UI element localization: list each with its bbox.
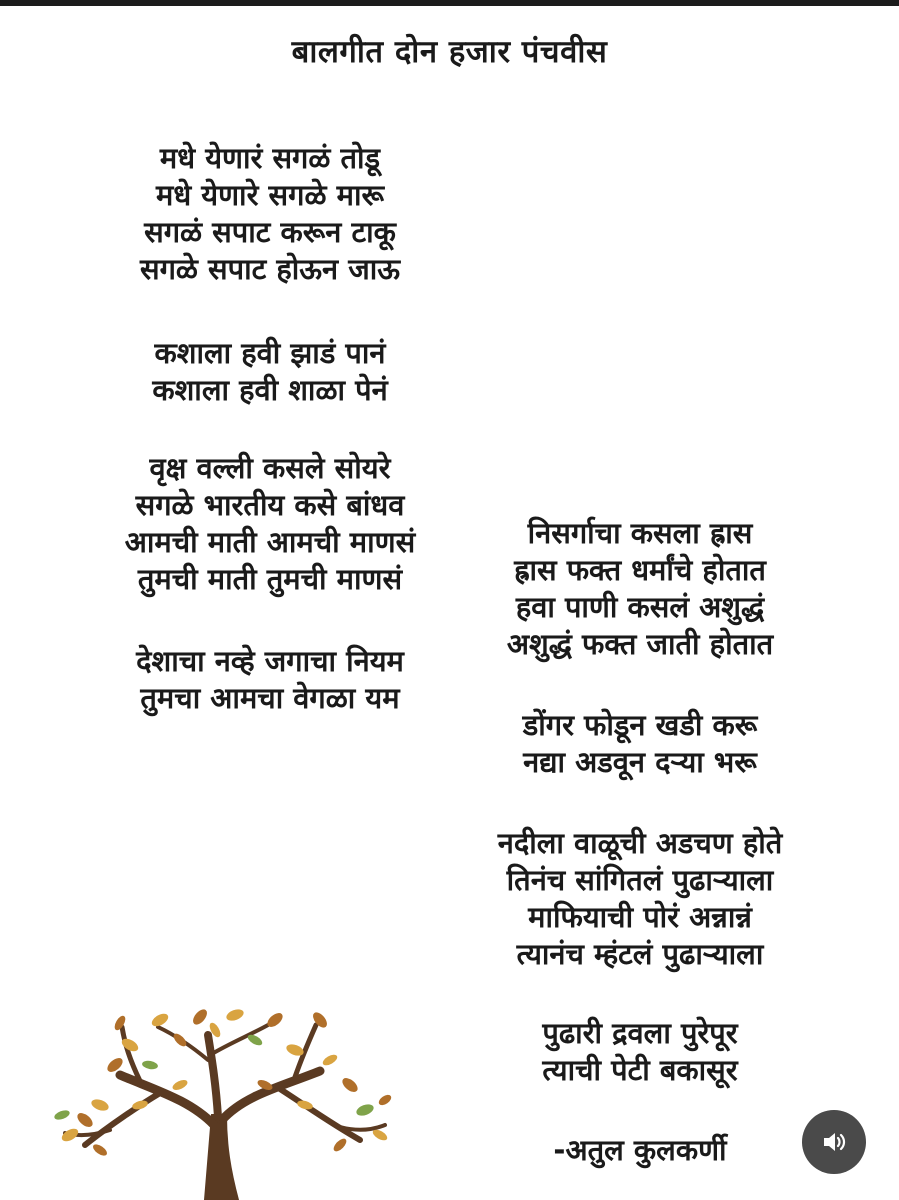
poem-author: -अतुल कुलकर्णी bbox=[553, 1133, 727, 1167]
poem-line: कशाला हवी शाळा पेनं bbox=[152, 373, 388, 407]
poem-line: त्यानंच म्हंटलं पुढाऱ्याला bbox=[516, 937, 764, 971]
poem-line: मधे येणारं सगळं तोडू bbox=[159, 141, 381, 175]
stanza-right-3 bbox=[440, 825, 840, 973]
stanza-left-2 bbox=[70, 335, 470, 409]
stanza-left-1 bbox=[70, 140, 470, 288]
poem-line: कशाला हवी झाडं पानं bbox=[154, 336, 386, 370]
poem-line: निसर्गाचा कसला ह्रास bbox=[527, 516, 753, 550]
stanza-left-4 bbox=[70, 643, 470, 717]
poem-line: मधे येणारे सगळे मारू bbox=[156, 178, 384, 212]
poem-line: पुढारी द्रवला पुरेपूर bbox=[542, 1016, 738, 1050]
poem-line: वृक्ष वल्ली कसले सोयरे bbox=[149, 451, 391, 485]
poem-line: हवा पाणी कसलं अशुद्धं bbox=[515, 590, 765, 624]
poem-line: डोंगर फोडून खडी करू bbox=[522, 708, 758, 742]
poem-line: देशाचा नव्हे जगाचा नियम bbox=[136, 644, 404, 678]
stanza-right-1 bbox=[440, 515, 840, 663]
tree-icon bbox=[40, 1005, 400, 1200]
poem-line: सगळे भारतीय कसे बांधव bbox=[135, 488, 405, 522]
poem-title: बालगीत दोन हजार पंचवीस bbox=[291, 34, 608, 70]
top-bar bbox=[0, 0, 899, 6]
poem-line: तुमची माती तुमची माणसं bbox=[137, 562, 403, 596]
poem-line: नद्या अडवून दऱ्या भरू bbox=[523, 745, 757, 779]
poem-line: माफियाची पोरं अन्नान्नं bbox=[528, 900, 752, 934]
stanza-right-2 bbox=[440, 707, 840, 781]
stanza-left-3 bbox=[70, 450, 470, 598]
poem-line: अशुद्धं फक्त जाती होतात bbox=[506, 627, 774, 661]
sound-button[interactable] bbox=[802, 1110, 866, 1174]
poem-line: तुमचा आमचा वेगळा यम bbox=[140, 681, 400, 715]
stanza-right-4 bbox=[440, 1015, 840, 1089]
poem-line: सगळे सपाट होऊन जाऊ bbox=[139, 252, 401, 286]
speaker-icon bbox=[820, 1128, 848, 1156]
poem-line: त्याची पेटी बकासूर bbox=[542, 1053, 738, 1087]
poem-line: ह्रास फक्त धर्मांचे होतात bbox=[514, 553, 766, 587]
poem-line: आमची माती आमची माणसं bbox=[124, 525, 416, 559]
poem-line: सगळं सपाट करून टाकू bbox=[144, 215, 396, 249]
poem-line: नदीला वाळूची अडचण होते bbox=[497, 826, 783, 860]
poem-line: तिनंच सांगितलं पुढाऱ्याला bbox=[506, 863, 774, 897]
